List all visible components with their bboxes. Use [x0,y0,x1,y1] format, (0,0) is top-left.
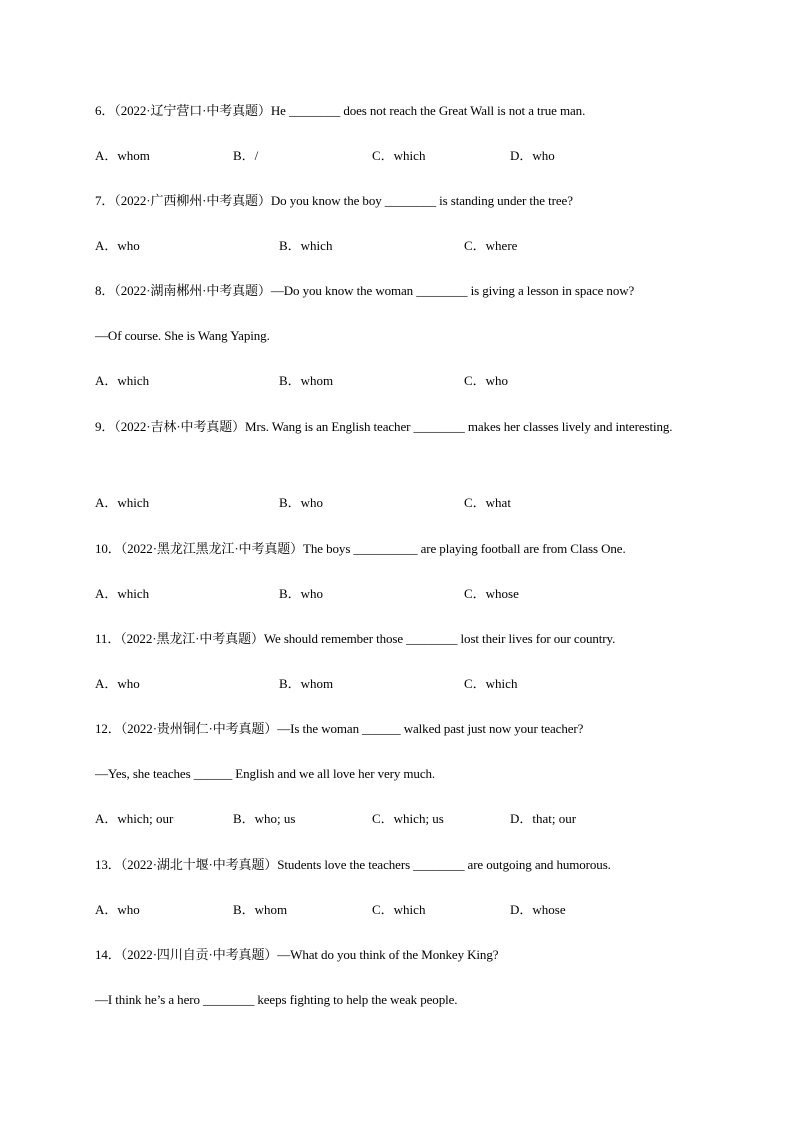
question-8-option-a[interactable]: A．which [95,373,150,388]
question-13-option-a[interactable]: A．who [95,902,140,917]
question-10-stem: 10．（2022·黑龙江黑龙江·中考真题）The boys __________ are playing football are from Class One. [95,541,626,556]
question-7-option-b[interactable]: B．which [279,238,333,253]
question-14-stem: 14．（2022·四川自贡·中考真题）—What do you think of the Monkey King? [95,947,499,962]
question-13-option-d[interactable]: D．whose [510,902,566,917]
question-6-option-b[interactable]: B．/ [233,148,259,163]
question-6-option-c[interactable]: C．which [372,148,426,163]
question-8-stem: 8．（2022·湖南郴州·中考真题）—Do you know the woman ________ is giving a lesson in space now? [95,283,635,298]
question-7-option-c[interactable]: C．where [464,238,518,253]
question-9-option-c[interactable]: C．what [464,495,511,510]
question-13-option-b[interactable]: B．whom [233,902,288,917]
question-8-option-b[interactable]: B．whom [279,373,334,388]
question-8-stem-reply: —Of course. She is Wang Yaping. [95,328,270,343]
question-12-option-a[interactable]: A．which; our [95,811,174,826]
question-9-stem: 9．（2022·吉林·中考真题）Mrs. Wang is an English teacher ________ makes her classes lively and interesting. [95,419,673,434]
question-9-option-b[interactable]: B．who [279,495,324,510]
question-11-option-b[interactable]: B．whom [279,676,334,691]
question-10-option-b[interactable]: B．who [279,586,324,601]
question-6-option-a[interactable]: A．whom [95,148,150,163]
question-11-option-a[interactable]: A．who [95,676,140,691]
question-6-option-d[interactable]: D．who [510,148,555,163]
question-10-option-a[interactable]: A．which [95,586,150,601]
question-6-stem: 6．（2022·辽宁营口·中考真题）He ________ does not reach the Great Wall is not a true man. [95,103,586,118]
question-13-stem: 13．（2022·湖北十堰·中考真题）Students love the teachers ________ are outgoing and humorous. [95,857,611,872]
question-9-option-a[interactable]: A．which [95,495,150,510]
question-11-stem: 11．（2022·黑龙江·中考真题）We should remember those ________ lost their lives for our country. [95,631,616,646]
question-13-option-c[interactable]: C．which [372,902,426,917]
question-12-stem-reply: —Yes, she teaches ______ English and we all love her very much. [95,766,436,781]
question-10-option-c[interactable]: C．whose [464,586,519,601]
question-12-option-d[interactable]: D．that; our [510,811,577,826]
question-11-option-c[interactable]: C．which [464,676,518,691]
question-7-option-a[interactable]: A．who [95,238,140,253]
question-12-option-c[interactable]: C．which; us [372,811,444,826]
question-7-stem: 7．（2022·广西柳州·中考真题）Do you know the boy ________ is standing under the tree? [95,193,573,208]
question-12-option-b[interactable]: B．who; us [233,811,296,826]
question-12-stem: 12．（2022·贵州铜仁·中考真题）—Is the woman ______ walked past just now your teacher? [95,721,584,736]
question-8-option-c[interactable]: C．who [464,373,509,388]
question-14-stem-reply: —I think he’s a hero ________ keeps fighting to help the weak people. [95,992,458,1007]
